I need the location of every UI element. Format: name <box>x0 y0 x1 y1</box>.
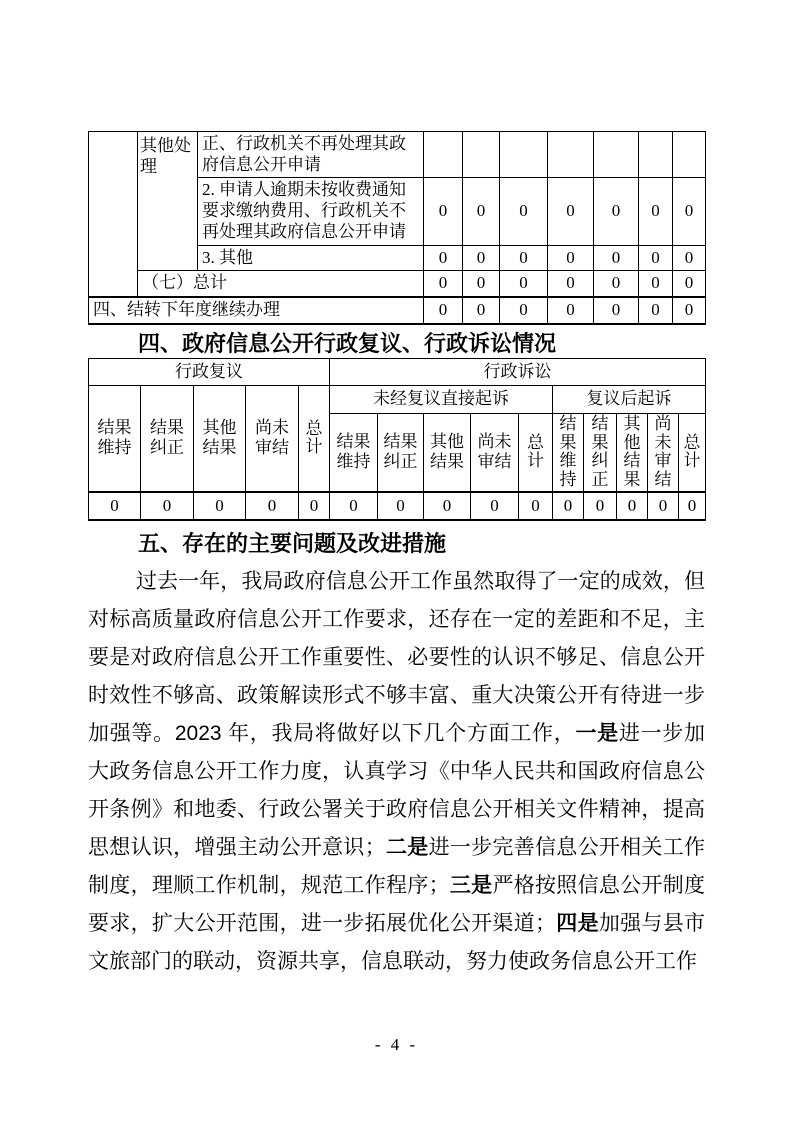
column-header: 结果维持 <box>89 386 141 492</box>
column-header: 其他结果 <box>424 414 471 492</box>
table-cell: 0 <box>89 492 141 520</box>
table-cell: 0 <box>673 245 706 271</box>
table-row <box>89 297 706 324</box>
table-cell: 0 <box>594 245 639 271</box>
table-cell: 0 <box>673 271 706 297</box>
table-cell: 0 <box>673 297 706 324</box>
table-cell: 0 <box>194 492 246 520</box>
table-cell: 0 <box>500 245 548 271</box>
column-header: 尚未审结 <box>246 386 299 492</box>
total-row-label: （七）总计 <box>138 271 424 297</box>
row-label: 3. 其他 <box>198 245 424 271</box>
table-cell: 0 <box>679 492 706 520</box>
table-cell: 0 <box>500 297 548 324</box>
column-header: 总计 <box>519 414 553 492</box>
after-review-suit-subgroup-header: 复议后起诉 <box>553 386 706 414</box>
table-cell: 0 <box>548 297 594 324</box>
table-cell: 0 <box>299 492 330 520</box>
table-cell: 0 <box>639 245 673 271</box>
table-cell: 0 <box>617 492 648 520</box>
table-cell: 0 <box>330 492 378 520</box>
page-number: - 4 - <box>374 1035 419 1054</box>
table-cell: 0 <box>639 297 673 324</box>
table-cell <box>639 132 673 178</box>
table-cell: 0 <box>471 492 519 520</box>
table-cell: 0 <box>463 271 500 297</box>
table-cell: 0 <box>639 178 673 245</box>
column-header: 结果维持 <box>330 414 378 492</box>
table-cell <box>594 132 639 178</box>
table-cell <box>673 132 706 178</box>
table-row <box>89 271 706 297</box>
row-label: 正、行政机关不再处理其政府信息公开申请 <box>198 132 424 178</box>
table-cell: 0 <box>500 271 548 297</box>
table-cell: 0 <box>246 492 299 520</box>
table-cell: 0 <box>648 492 679 520</box>
spanner-cell <box>89 132 138 298</box>
table-cell: 0 <box>463 178 500 245</box>
table-cell: 0 <box>553 492 584 520</box>
body-paragraph: 过去一年，我局政府信息公开工作虽然取得了一定的成效，但对标高质量政府信息公开工作要求，还存在一定的差距和不足，主要是对政府信息公开工作重要性、必要性的认识不够足、信息公开时效性不够高、政策解读形式不够丰富、重大决策公开有待进一步加强等。2023 年，我局将做好以下几个方面工作，一是进一步加大政务信息公开工作力度，认真学习《中华人民共和国政府信息公开条例》和地委、行政公署关于政府信息公开相关文件精神，提高思想认识，增强主动公开意识；二是进一步完善信息公开相关工作制度，理顺工作机制，规范工作程序；三是严格按照信息公开制度要求，扩大公开范围，进一步拓展优化公开渠道；四是加强与县市文旅部门的联动，资源共享，信息联动，努力使政务信息公开工作 <box>88 570 706 973</box>
direct-suit-subgroup-header: 未经复议直接起诉 <box>330 386 553 414</box>
table-cell: 0 <box>141 492 194 520</box>
table-cell <box>424 132 463 178</box>
column-header: 结果纠正 <box>141 386 194 492</box>
table-cell <box>463 132 500 178</box>
table-cell: 0 <box>673 178 706 245</box>
table-cell: 0 <box>424 492 471 520</box>
table-cell: 0 <box>639 271 673 297</box>
table-cell: 0 <box>594 297 639 324</box>
table-cell: 0 <box>463 245 500 271</box>
table-cell <box>548 132 594 178</box>
table-cell: 0 <box>519 492 553 520</box>
table-cell: 0 <box>548 271 594 297</box>
section-four-heading: 四、政府信息公开行政复议、行政诉讼情况 <box>138 331 557 356</box>
column-header: 尚未审结 <box>471 414 519 492</box>
reconsideration-litigation-table <box>88 358 706 521</box>
table-cell: 0 <box>463 297 500 324</box>
column-header: 结果纠正 <box>378 414 424 492</box>
table-row <box>89 359 706 386</box>
table-data-row <box>89 492 706 520</box>
table-cell: 0 <box>594 271 639 297</box>
table-row <box>89 132 706 178</box>
table-cell <box>500 132 548 178</box>
review-group-header: 行政复议 <box>89 359 330 386</box>
column-header: 总计 <box>299 386 330 492</box>
column-header: 总计 <box>679 414 706 492</box>
column-header: 结果纠正 <box>584 414 617 492</box>
table-cell: 0 <box>548 178 594 245</box>
column-header: 其他结果 <box>617 414 648 492</box>
table-cell: 0 <box>378 492 424 520</box>
table-cell: 0 <box>424 245 463 271</box>
column-header: 其他结果 <box>194 386 246 492</box>
table-cell: 0 <box>594 178 639 245</box>
litigation-group-header: 行政诉讼 <box>330 359 706 386</box>
table-cell: 0 <box>424 297 463 324</box>
row-label: 2. 申请人逾期未按收费通知要求缴纳费用、行政机关不再处理其政府信息公开申请 <box>198 178 424 245</box>
table-cell: 0 <box>548 245 594 271</box>
other-processing-label: 其他处理 <box>138 132 198 271</box>
table-cell: 0 <box>584 492 617 520</box>
table-cell: 0 <box>424 271 463 297</box>
table-row <box>89 386 706 414</box>
carryover-row-label: 四、结转下年度继续办理 <box>89 297 424 324</box>
column-header: 尚未审结 <box>648 414 679 492</box>
table-cell: 0 <box>424 178 463 245</box>
column-header: 结果维持 <box>553 414 584 492</box>
section-five-heading: 五、存在的主要问题及改进措施 <box>138 531 447 556</box>
carryover-table <box>88 131 706 325</box>
table-cell: 0 <box>500 178 548 245</box>
